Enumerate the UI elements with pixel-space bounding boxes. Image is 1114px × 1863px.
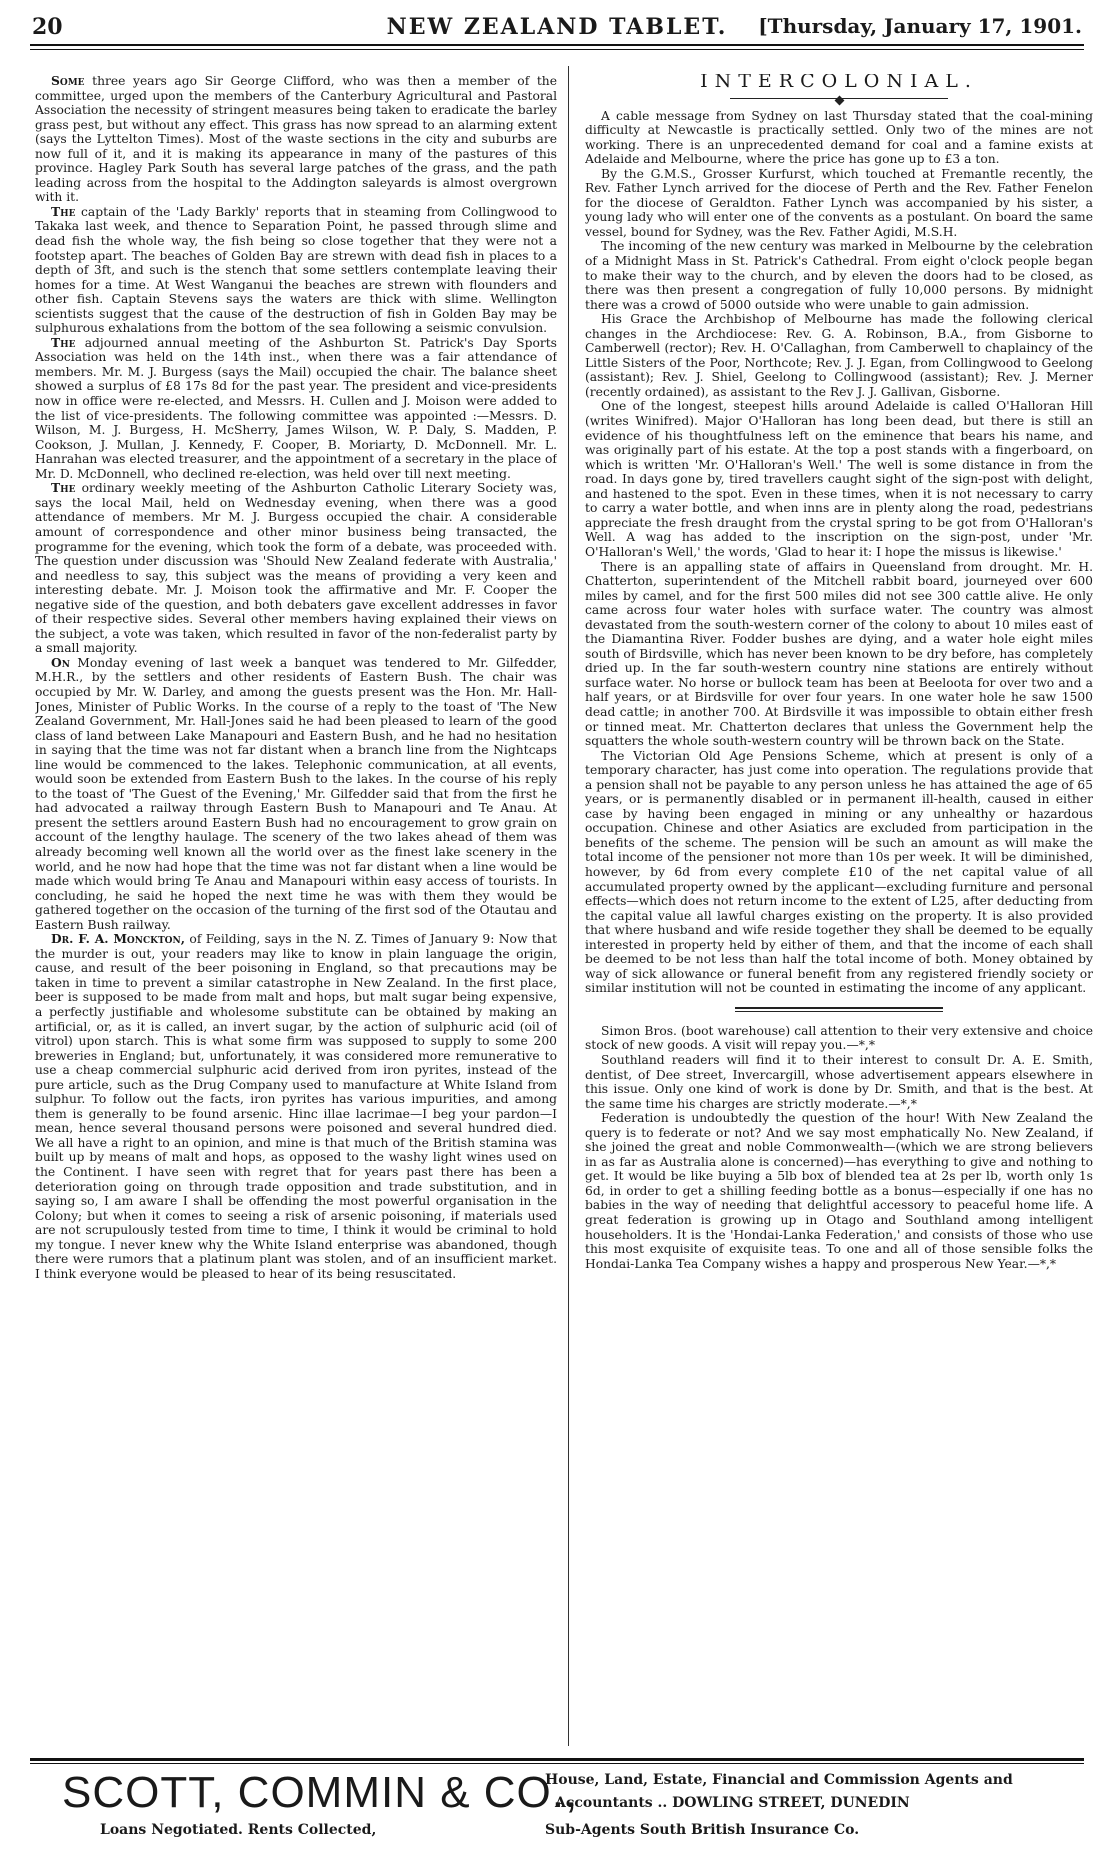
article-lead: On [51, 654, 70, 670]
article-body: of Feilding, says in the N. Z. Times of January 9: Now that the murder is out, your readers may like to know in plain language the origin, cause, and result of the beer poisoning in England, so that precautions may be taken in time to prevent a similar catastrophe in New Zealand. In the first place, beer is supposed to be made from malt and hops, but malt sugar being expensive, a perfectly justifiable and wholesome substitute can be obtained by making an artificial, or, as it is called, an invert sugar, by the action of sulphuric acid (oil of vitrol) upon starch. This is what some firm was supposed to supply to some 200 breweries in England; but, unfortunately, it was considered more remunerative to use a cheap commercial sulphuric acid derived from iron pyrites, instead of the pure article, such as the Drug Company used to manufacture at White Island from sulphur. To follow out the facts, iron pyrites has various impurities, and among them is generally to be found arsenic. Hinc illae lacrimae—I beg your pardon—I mean, hence several thousand persons were poisoned and several hundred died. We all have a right to an opinion, and mine is that much of the British stamina was built up by means of malt and hops, as opposed to the washy light wines used on the Continent. I have seen with regret that for years past there has been a deterioration going on through trade opposition and trade substitution, and in saying so, I am aware I shall be offending the most powerful organisation in the Colony; but when it comes to seeing a risk of arsenic poisoning, if materials used are not scrupulously tested from time to time, I think it would be criminal to hold my tongue. I never knew why the White Island enterprise was abandoned, though there were rumors that a platinum plant was stolen, and of an insufficient market. I think everyone would be pleased to hear of its being resuscitated. [35, 932, 557, 1281]
news-ohalloran-hill: One of the longest, steepest hills around Adelaide is called O'Halloran Hill (writes Winifred). Major O'Halloran has long been dead, but there is still an evidence of his thoughtfulness left on the eminence that bears his name, and was originally part of his estate. At the top a post stands with a fingerboard, on which is written 'Mr. O'Halloran's Well.' The well is some distance in from the road. In days gone by, tired travellers caught sight of the sign-post with delight, and hastened to the spot. Even in these times, when it is not necessary to carry to carry a water bottle, and when inns are in plenty along the road, pedestrians appreciate the fresh draught from the crystal spring to be got from O'Halloran's Well. A wag has added to the inscription on the sign-post, under 'Mr. O'Halloran's Well,' the words, 'Glad to hear it: I hope the missus is likewise.' [585, 399, 1093, 559]
issue-date: [Thursday, January 17, 1901. [758, 14, 1082, 38]
footer-rule [30, 1758, 1084, 1761]
article-banquet [35, 656, 557, 932]
advertiser-services: Loans Negotiated. Rents Collected, [100, 1822, 377, 1838]
news-clerical-changes: His Grace the Archbishop of Melbourne has made the following clerical changes in the Archdiocese: Rev. G. A. Robinson, B.A., from Gisborne to Camberwell (rector); Rev. H. O'Callaghan, from Camberwell to chaplaincy of the Little Sisters of the Poor, Northcote; Rev. J. J. Egan, from Collingwood to Geelong (assistant); Rev. J. Shiel, Geelong to Collingwood (assistant); Rev. J. Merner (recently ordained), as assistant to the Rev J. J. Gallivan, Gisborne. [585, 312, 1093, 399]
footer-rule-thin [30, 1763, 1084, 1764]
header-rule-thin [30, 49, 1084, 50]
article-lead: Dr. F. A. Monckton, [51, 931, 186, 947]
page-header [30, 8, 1084, 44]
article-body: three years ago Sir George Clifford, who was then a member of the committee, urged upon the members of the Canterbury Agricultural and Pastoral Association the necessity of stringent measures being taken to eradicate the barley grass pest, but without any effect. This grass has now spread to an alarming extent (says the Lyttelton Times). Most of the waste sections in the city and suburbs are now full of it, and it is making its appearance in many of the pastures of this province. Hagley Park South has several large patches of the grass, and the path leading across from the hospital to the Addington saleyards is almost overgrown with it. [35, 74, 557, 205]
news-coal-mining: A cable message from Sydney on last Thursday stated that the coal-mining difficulty at Newcastle is practically settled. Only two of the mines are not working. There is an unprecedented demand for coal and a famine exists at Adelaide and Melbourne, where the price has gone up to £3 a ton. [585, 108, 1093, 167]
article-body: ordinary weekly meeting of the Ashburton Catholic Literary Society was, says the local Mail, held on Wednesday evening, when there was a good attendance of members. Mr M. J. Burgess occupied the chair. A considerable amount of correspondence and other minor business being transacted, the programme for the evening, which took the form of a debate, was proceeded with. The question under discussion was 'Should New Zealand federate with Australia,' and needless to say, this subject was the means of providing a very keen and interesting debate. Mr. J. Moison took the affirmative and Mr. F. Cooper the negative side of the question, and both debaters gave excellent addresses in favor of their respective sides. Several other members having explained their views on the subject, a vote was taken, which resulted in favor of the non-federalist party by a small majority. [35, 481, 557, 656]
publication-title: NEW ZEALAND TABLET. [386, 14, 728, 40]
notice-federation-tea: Federation is undoubtedly the question of the hour! With New Zealand the query is to federate or not? And we say most emphatically No. New Zealand, if she joined the great and noble Commonwealth—(which we are strong believers in as far as Australia alone is concerned)—has everything to give and nothing to get. It would be like buying a 5lb box of blended tea at 2s per lb, worth only 1s 6d, in order to get a shilling feeding bottle as a bonus—especially if one has no babies in the way of needing that delightful accessory to peaceful home life. A great federation is growing up in Otago and Southland among intelligent householders. It is the 'Hondai-Lanka Federation,' and consists of those who use this most exquisite of exquisite teas. To one and all of those sensible folks the Hondai-Lanka Tea Company wishes a happy and prosperous New Year.—*,* [585, 1111, 1093, 1271]
header-rule [30, 44, 1084, 46]
article-body: captain of the 'Lady Barkly' reports that in steaming from Collingwood to Takaka last week, and thence to Separation Point, he passed through slime and dead fish the whole way, the fish being so close together that they were not a footstep apart. The beaches of Golden Bay are strewn with dead fish in places to a depth of 3ft, and such is the stench that some settlers contemplate leaving their homes for a time. At West Wanganui the beaches are strewn with flounders and other fish. Captain Stevens says the waters are thick with slime. Wellington scientists suggest that the cause of the destruction of fish in Golden Bay may be sulphurous exhalations from the bottom of the sea following a seismic convulsion. [35, 204, 557, 336]
article-barley-grass [35, 74, 557, 205]
article-body: adjourned annual meeting of the Ashburton St. Patrick's Day Sports Association was held on the 14th inst., when there was a fair attendance of members. Mr. M. J. Burgess (says the Mail) occupied the chair. The balance sheet showed a surplus of £8 17s 8d for the past year. The president and vice-presidents now in office were re-elected, and Messrs. H. Cullen and J. Moison were added to the list of vice-presidents. The following committee was appointed :—Messrs. D. Wilson, M. J. Burgess, H. McSherry, James Wilson, W. P. Daly, S. Madden, P. Cookson, J. Mullan, J. Kennedy, F. Cooper, B. Moriarty, D. McDonnell. Mr. L. Hanrahan was elected treasurer, and the appointment of a secretary in the place of Mr. D. McDonnell, who declined re-election, was held over till next meeting. [35, 335, 557, 481]
page-number: 20 [32, 14, 63, 40]
column-divider [568, 66, 569, 1746]
article-lead: The [51, 334, 76, 350]
advertiser-business-line: House, Land, Estate, Financial and Commission Agents and [545, 1772, 1013, 1788]
article-lead: The [51, 480, 76, 496]
advertiser-insurance-line: Sub-Agents South British Insurance Co. [545, 1822, 860, 1838]
notice-simon-bros: Simon Bros. (boot warehouse) call attention to their very extensive and choice stock of new goods. A visit will repay you.—*,* [585, 1023, 1093, 1053]
news-midnight-mass: The incoming of the new century was marked in Melbourne by the celebration of a Midnight Mass in St. Patrick's Cathedral. From eight o'clock people began to make their way to the church, and by eleven the doors had to be closed, as there was then present a congregation of fully 10,000 persons. By midnight there was a crowd of 5000 outside who were unable to gain admission. [585, 239, 1093, 312]
left-column [35, 74, 557, 1739]
article-literary-society [35, 481, 557, 656]
news-queensland-drought: There is an appalling state of affairs in Queensland from drought. Mr. H. Chatterton, superintendent of the Mitchell rabbit board, journeyed over 600 miles by camel, and for the first 500 miles did not see 300 cattle alive. He only came across four water holes with surface water. The country was almost devastated from the south-western corner of the colony to about 10 miles east of the Diamantina River. Fodder bushes are dying, and a water hole eight miles south of Birdsville, which has never been known to be dry before, has completely dried up. In the far south-western country nine stations are entirely without surface water. No horse or bullock team has been at Beeloota for over two and a half years, or at Birdsville for over four years. In one water hole he saw 1500 dead cattle; in another 700. At Birdsville it was impossible to obtain either fresh or tinned meat. Mr. Chatterton declares that unless the Government help the squatters the whole south-western country will be thrown back on the State. [585, 559, 1093, 749]
article-beer-poisoning [35, 932, 557, 1281]
right-column [585, 74, 1093, 1739]
section-separator [585, 996, 1093, 1024]
article-dead-fish [35, 205, 557, 336]
article-body: Monday evening of last week a banquet was tendered to Mr. Gilfedder, M.H.R., by the settlers and other residents of Eastern Bush. The chair was occupied by Mr. W. Darley, and among the guests present was the Hon. Mr. Hall-Jones, Minister of Public Works. In the course of a reply to the toast of 'The New Zealand Government, Mr. Hall-Jones said he had been pleased to learn of the good class of land between Lake Manapouri and Eastern Bush, and he had no hesitation in saying that the time was not far distant when a branch line from the Nightcaps line would be commenced to the lakes. Telephonic communication, at all events, would soon be extended from Eastern Bush to the lakes. In the course of his reply to the toast of 'The Guest of the Evening,' Mr. Gilfedder said that from the first he had advocated a railway through Eastern Bush to Manapouri and Te Anau. At present the settlers around Eastern Bush had no encouragement to grow grain on account of the lengthy haulage. The scenery of the two lakes ahead of them was already becoming well known all the world over as the finest lake scenery in the world, and he now had hope that the time was not far distant when a line would be made which would bring Te Anau and Manapouri within easy access of tourists. In concluding, he said he hoped the next time he was with them they would be gathered together on the occasion of the turning of the first sod of the Otautau and Eastern Bush railway. [35, 655, 557, 932]
article-sports-association [35, 336, 557, 481]
news-clergy-arrival: By the G.M.S., Grosser Kurfurst, which touched at Fremantle recently, the Rev. Father Lynch arrived for the diocese of Perth and the Rev. Father Fenelon for the diocese of Geraldton. Father Lynch was accompanied by his sister, a young lady who will enter one of the convents as a postulant. On board the same vessel, bound for Sydney, was the Rev. Father Agidi, M.S.H. [585, 166, 1093, 239]
advertiser-address-line: Accountants .. DOWLING STREET, DUNEDIN [555, 1795, 910, 1811]
heading-ornament [585, 91, 1093, 105]
article-lead: The [51, 203, 76, 219]
news-pensions-scheme: The Victorian Old Age Pensions Scheme, which at present is only of a temporary character, has just come into operation. The regulations provide that a pension shall not be payable to any person unless he has attained the age of 65 years, or is permanently disabled or in permanent ill-health, caused in either case by having been engaged in mining or any unhealthy or hazardous occupation. Chinese and other Asiatics are excluded from participation in the benefits of the scheme. The pension will be such an amount as will make the total income of the pensioner not more than 10s per week. It will be diminished, however, by 6d from every complete £10 of the net capital value of all accumulated property owned by the applicant—excluding furniture and personal effects—which does not return income to the extent of L25, after deducting from the capital value all lawful charges existing on the property. It is also provided that where husband and wife reside together they shall be deemed to be equally interested in property held by either of them, and that the income of each shall be deemed to be not less than half the total income of both. Money obtained by way of sick allowance or funeral benefit from any registered friendly society or similar institution will not be counted in estimating the income of any applicant. [585, 748, 1093, 996]
section-heading: INTERCOLONIAL. [700, 74, 978, 92]
article-lead: Some [51, 74, 85, 88]
notice-dentist: Southland readers will find it to their interest to consult Dr. A. E. Smith, dentist, of Dee street, Invercargill, whose advertisement appears elsewhere in this issue. Only one kind of work is done by Dr. Smith, and that is the best. At the same time his charges are strictly moderate.—*,* [585, 1053, 1093, 1111]
advertiser-name: SCOTT, COMMIN & CO., [62, 1768, 579, 1817]
